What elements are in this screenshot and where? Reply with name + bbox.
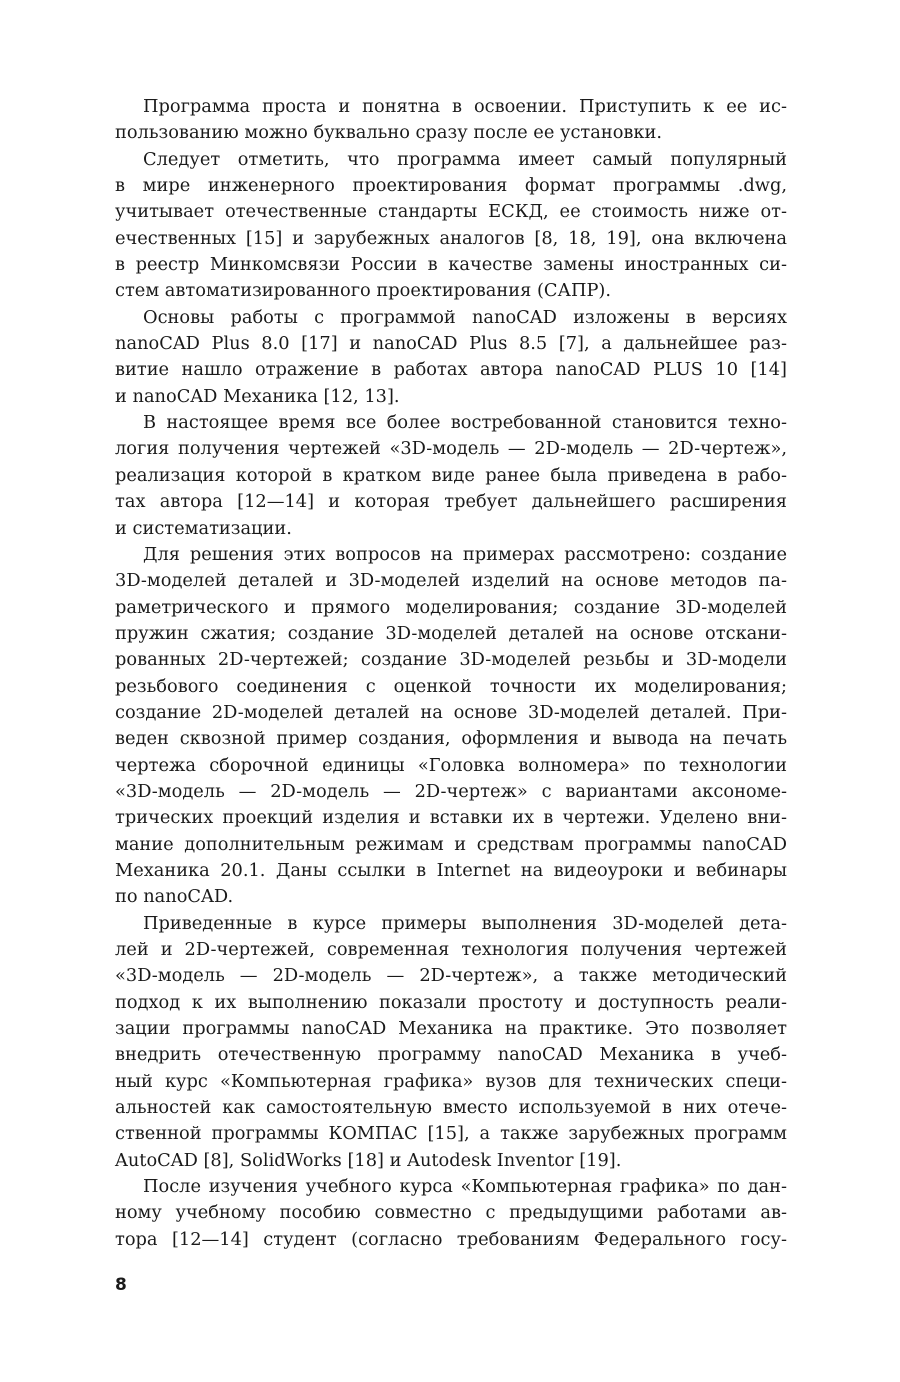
- text-line: и nanoCAD Механика [12, 13].: [115, 385, 400, 407]
- text-line: Основы работы с программой nanoCAD изложены в версиях: [143, 306, 787, 328]
- paragraph: [115, 911, 787, 1174]
- text-line: витие нашло отражение в работах автора nanoCAD PLUS 10 [14]: [115, 359, 787, 381]
- text-line: В настоящее время все более востребованной становится техно-: [143, 412, 787, 434]
- paragraph: [115, 305, 787, 410]
- text-line: пользованию можно буквально сразу после ее установки.: [115, 122, 663, 144]
- paragraph: [115, 94, 787, 147]
- paragraph: [115, 542, 787, 911]
- text-line: зации программы nanoCAD Механика на практике. Это позволяет: [115, 1018, 787, 1040]
- page-body: [115, 94, 787, 1253]
- text-line: в мире инженерного проектирования формат программы .dwg,: [115, 175, 787, 197]
- text-line: тах автора [12—14] и которая требует дальнейшего расширения: [115, 491, 787, 513]
- text-line: Приведенные в курсе примеры выполнения 3D-моделей дета-: [143, 912, 787, 934]
- text-line: Следует отметить, что программа имеет самый популярный: [143, 148, 787, 170]
- text-line: тора [12—14] студент (согласно требованиям Федерального госу-: [115, 1228, 787, 1250]
- text-line: трических проекций изделия и вставки их в чертежи. Уделено вни-: [115, 807, 787, 829]
- text-line: лей и 2D-чертежей, современная технология получения чертежей: [115, 939, 787, 960]
- page-number: 8: [115, 1275, 127, 1295]
- text-line: «3D-модель — 2D-модель — 2D-чертеж», а также методический: [115, 965, 787, 987]
- text-line: и систематизации.: [115, 517, 292, 539]
- text-line: ный курс «Компьютерная графика» вузов для технических специ-: [115, 1070, 787, 1092]
- text-line: 3D-моделей деталей и 3D-моделей изделий на основе методов па-: [115, 570, 787, 592]
- text-line: AutoCAD [8], SolidWorks [18] и Autodesk Inventor [19].: [115, 1149, 622, 1171]
- text-line: реализация которой в кратком виде ранее была приведена в рабо-: [115, 464, 787, 486]
- text-line: Механика 20.1. Даны ссылки в Internet на видеоуроки и вебинары: [115, 859, 787, 881]
- paragraph: [115, 1174, 787, 1253]
- text-line: рованных 2D-чертежей; создание 3D-моделей резьбы и 3D-модели: [115, 649, 787, 671]
- text-line: ечественных [15] и зарубежных аналогов [8, 18, 19], она включена: [115, 227, 787, 249]
- paragraph: [115, 410, 787, 542]
- paragraph: [115, 147, 787, 305]
- text-line: nanoCAD Plus 8.0 [17] и nanoCAD Plus 8.5 [7], а дальнейшее раз-: [115, 333, 787, 355]
- text-line: Для решения этих вопросов на примерах рассмотрено: создание: [143, 543, 787, 565]
- text-line: стем автоматизированного проектирования (САПР).: [115, 280, 612, 302]
- text-line: веден сквозной пример создания, оформления и вывода на печать: [115, 728, 787, 750]
- text-line: раметрического и прямого моделирования; создание 3D-моделей: [115, 596, 787, 618]
- text-line: подход к их выполнению показали простоту и доступность реали-: [115, 991, 787, 1013]
- text-line: создание 2D-моделей деталей на основе 3D-моделей деталей. При-: [115, 701, 787, 723]
- text-line: «3D-модель — 2D-модель — 2D-чертеж» с вариантами аксономе-: [115, 780, 787, 802]
- text-line: пружин сжатия; создание 3D-моделей деталей на основе отскани-: [115, 622, 787, 644]
- text-line: альностей как самостоятельную вместо используемой в них отече-: [115, 1097, 787, 1119]
- text-line: по nanoCAD.: [115, 886, 234, 908]
- text-line: чертежа сборочной единицы «Головка волномера» по технологии: [115, 754, 787, 776]
- text-line: мание дополнительным режимам и средствам программы nanoCAD: [115, 833, 787, 855]
- text-line: Программа проста и понятна в освоении. Приступить к ее ис-: [143, 96, 787, 117]
- text-line: ственной программы КОМПАС [15], а также зарубежных программ: [115, 1123, 787, 1145]
- text-line: в реестр Минкомсвязи России в качестве замены иностранных си-: [115, 254, 787, 276]
- text-line: После изучения учебного курса «Компьютерная графика» по дан-: [143, 1176, 787, 1198]
- text-line: логия получения чертежей «3D-модель — 2D-модель — 2D-чертеж»,: [115, 438, 787, 460]
- text-line: учитывает отечественные стандарты ЕСКД, ее стоимость ниже от-: [115, 201, 787, 223]
- text-line: ному учебному пособию совместно с предыдущими работами ав-: [115, 1202, 787, 1224]
- text-line: резьбового соединения с оценкой точности их моделирования;: [115, 675, 787, 697]
- text-line: внедрить отечественную программу nanoCAD Механика в учеб-: [115, 1044, 787, 1066]
